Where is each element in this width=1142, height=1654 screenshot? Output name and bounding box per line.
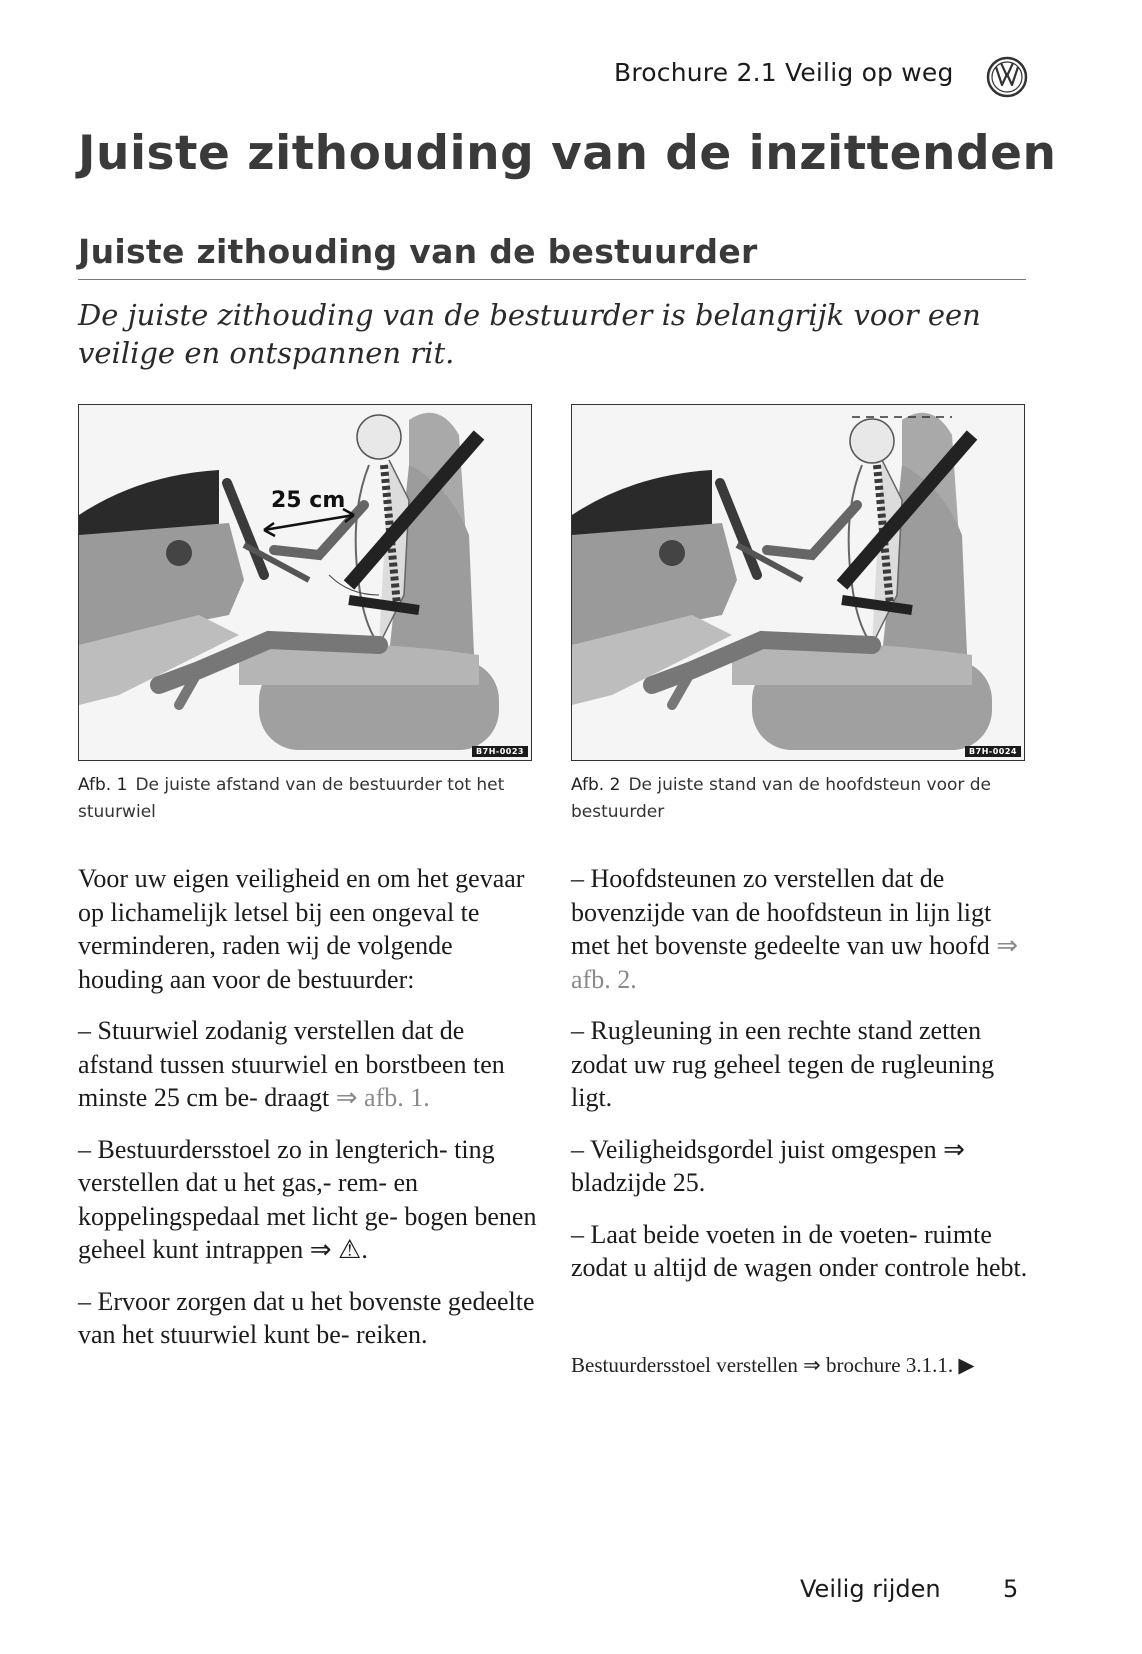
figure-code: B7H-0024: [965, 746, 1021, 757]
caption-text: De juiste afstand van de bestuurder tot het stuurwiel: [78, 775, 505, 822]
footer-section-label: Veilig rijden: [800, 1575, 941, 1603]
seat-illustration-2: [572, 405, 1024, 760]
figure-steering-distance: [78, 404, 532, 761]
figure-caption-1: [78, 772, 528, 826]
body-intro: Voor uw eigen veiligheid en om het gevaar op lichamelijk letsel bij een ongeval te verminderen, raden wij de volgende houding aan voor de bestuurder:: [78, 864, 525, 994]
list-item: [78, 1014, 538, 1115]
figure-caption-2: [571, 772, 1021, 826]
distance-label: 25 cm: [271, 488, 346, 513]
section-subtitle: Juiste zithouding van de bestuurder: [78, 232, 758, 271]
list-item-text: – Stuurwiel zodanig verstellen dat de afstand tussen stuurwiel en borstbeen ten minste 25 cm be- draagt: [78, 1016, 505, 1112]
figure-ref-link[interactable]: ⇒ afb. 2.: [571, 931, 1019, 994]
cross-reference-note[interactable]: Bestuurdersstoel verstellen ⇒ brochure 3.1.1. ▶: [571, 1353, 975, 1377]
figure-headrest-position: [571, 404, 1025, 761]
caption-text: De juiste stand van de hoofdsteun voor de bestuurder: [571, 775, 992, 822]
body-column-right: [571, 862, 1031, 1303]
list-item-text: – Bestuurdersstoel zo in lengterich- ting verstellen dat u het gas,- rem- en koppelingspedaal met licht ge- bogen benen geheel kunt intrappen: [78, 1134, 537, 1264]
list-item: – Veiligheidsgordel juist omgespen ⇒ bladzijde 25.: [571, 1134, 965, 1197]
figure-code: B7H-0023: [472, 746, 528, 757]
divider: [78, 279, 1026, 280]
vw-logo-icon: [985, 55, 1029, 99]
intro-text: De juiste zithouding van de bestuurder is belangrijk voor een veilige en ontspannen rit.: [78, 298, 981, 370]
list-item: [571, 862, 1031, 996]
page-title: Juiste zithouding van de inzittenden: [78, 126, 1057, 181]
caption-number: Afb. 1: [78, 775, 128, 795]
list-item: – Laat beide voeten in de voeten- ruimte zodat u altijd de wagen onder controle hebt.: [571, 1219, 1028, 1282]
brochure-header: Brochure 2.1 Veilig op weg: [614, 58, 954, 87]
seat-illustration-1: [79, 405, 531, 760]
list-item: – Ervoor zorgen dat u het bovenste gedeelte van het stuurwiel kunt be- reiken.: [78, 1286, 535, 1349]
page-number: 5: [1003, 1575, 1019, 1603]
list-item-text: – Hoofdsteunen zo verstellen dat de bovenzijde van de hoofdsteun in lijn ligt met het bovenste gedeelte van uw hoofd: [571, 864, 992, 960]
caption-number: Afb. 2: [571, 775, 621, 795]
body-column-left: [78, 862, 538, 1370]
list-item: [78, 1133, 538, 1267]
warning-ref-link[interactable]: ⇒ ⚠.: [309, 1235, 368, 1264]
figure-ref-link[interactable]: ⇒ afb. 1.: [335, 1083, 430, 1112]
list-item: – Rugleuning in een rechte stand zetten zodat uw rug geheel tegen de rugleuning ligt.: [571, 1016, 995, 1112]
